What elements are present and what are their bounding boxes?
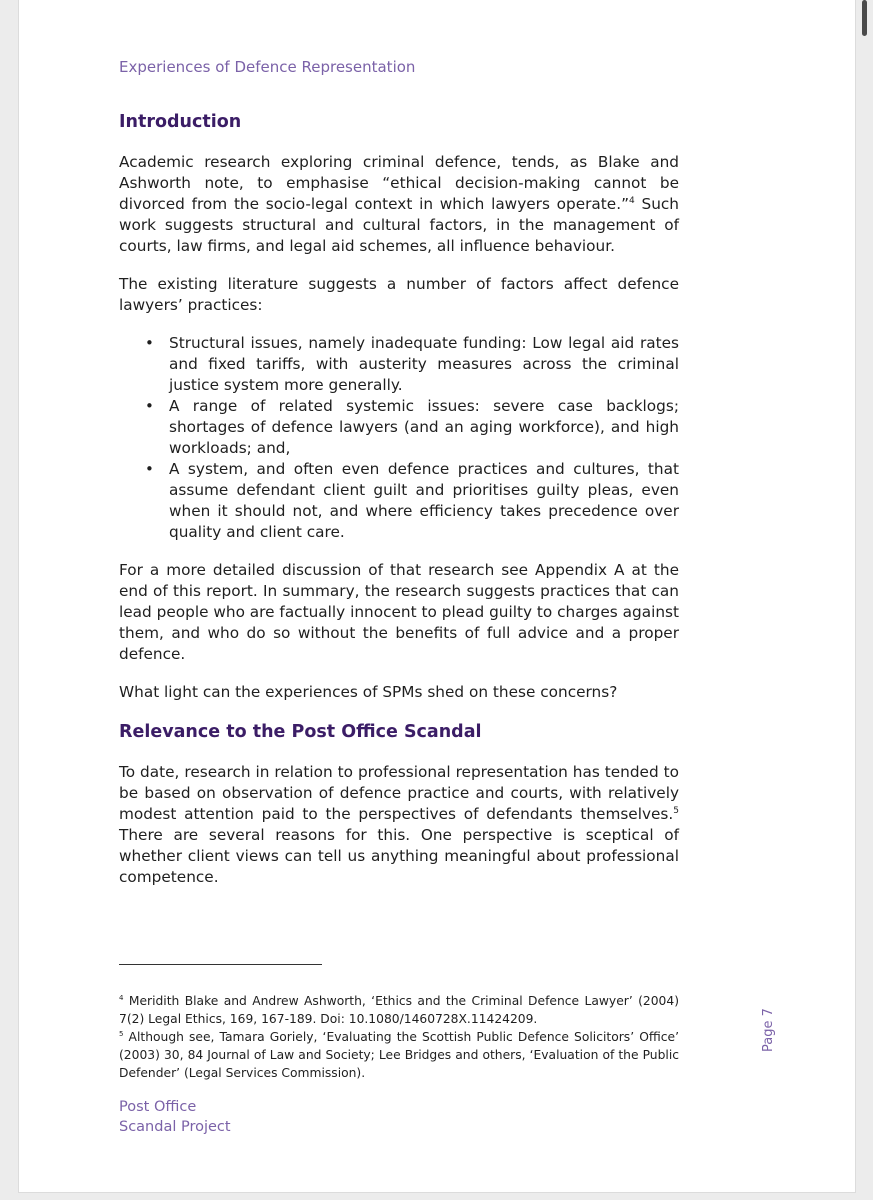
scrollbar-thumb[interactable] <box>862 0 867 36</box>
list-item: • Structural issues, namely inadequate funding: Low legal aid rates and fixed tariffs, with austerity measures across the criminal justice system more generally. <box>145 334 679 394</box>
running-header: Experiences of Defence Representation <box>119 58 416 76</box>
section-heading-relevance: Relevance to the Post Office Scandal <box>119 722 482 742</box>
list-item: • A system, and often even defence practices and cultures, that assume defendant client guilt and prioritises guilty pleas, even when it should not, and where efficiency takes precedence over quality and client care. <box>145 460 679 541</box>
bullet-icon: • <box>145 397 154 415</box>
footer-line-2: Scandal Project <box>119 1119 231 1135</box>
document-page <box>18 0 856 1193</box>
footnote-4: $^4$ Meridith Blake and Andrew Ashworth, ‘Ethics and the Criminal Defence Lawyer’ (2004) 7(2) Legal Ethics, 169, 167-189. Doi: 10.1080/1460728X.11424209. <box>119 993 679 1026</box>
relevance-paragraph-1: To date, research in relation to professional representation has tended to be based on observation of defence practice and courts, with relatively modest attention paid to the perspectives of defendants themselves.$^5$ There are several reasons for this. One perspective is sceptical of whether client views can tell us anything meaningful about professional competence. <box>119 763 679 886</box>
bullet-icon: • <box>145 460 154 478</box>
factors-list <box>119 333 679 543</box>
page-body <box>119 110 679 905</box>
footnote-divider <box>119 964 322 965</box>
footnote-ref-4[interactable]: 4 <box>629 195 635 206</box>
intro-paragraph-4: What light can the experiences of SPMs shed on these concerns? <box>119 683 618 701</box>
footnote-5: $^5$ Although see, Tamara Goriely, ‘Evaluating the Scottish Public Defence Solicitors’ Office’ (2003) 30, 84 Journal of Law and Society; Lee Bridges and others, ‘Evaluation of the Public Defender’ (Legal Services Commission). <box>119 1029 679 1080</box>
intro-paragraph-1: Academic research exploring criminal defence, tends, as Blake and Ashworth note, to emphasise “ethical decision-making cannot be divorced from the socio-legal context in which lawyers operate.”$^4$ Such work suggests structural and cultural factors, in the management of courts, law firms, and legal aid schemes, all influence behaviour. <box>119 153 680 255</box>
intro-paragraph-2: The existing literature suggests a number of factors affect defence lawyers’ practices: <box>119 275 679 314</box>
footer-line-1: Post Office <box>119 1099 197 1115</box>
footer-branding <box>119 1097 231 1137</box>
footnote-ref-5[interactable]: 5 <box>673 805 679 816</box>
section-heading-introduction: Introduction <box>119 112 242 132</box>
bullet-icon: • <box>145 334 154 352</box>
page-number: Page 7 <box>761 1008 776 1052</box>
intro-paragraph-3: For a more detailed discussion of that research see Appendix A at the end of this report. In summary, the research suggests practices that can lead people who are factually innocent to plead guilty to charges against them, and who do so without the benefits of full advice and a proper defence. <box>119 561 679 663</box>
list-item: • A range of related systemic issues: severe case backlogs; shortages of defence lawyers (and an aging workforce), and high workloads; and, <box>145 397 679 457</box>
footnotes <box>119 992 679 1082</box>
